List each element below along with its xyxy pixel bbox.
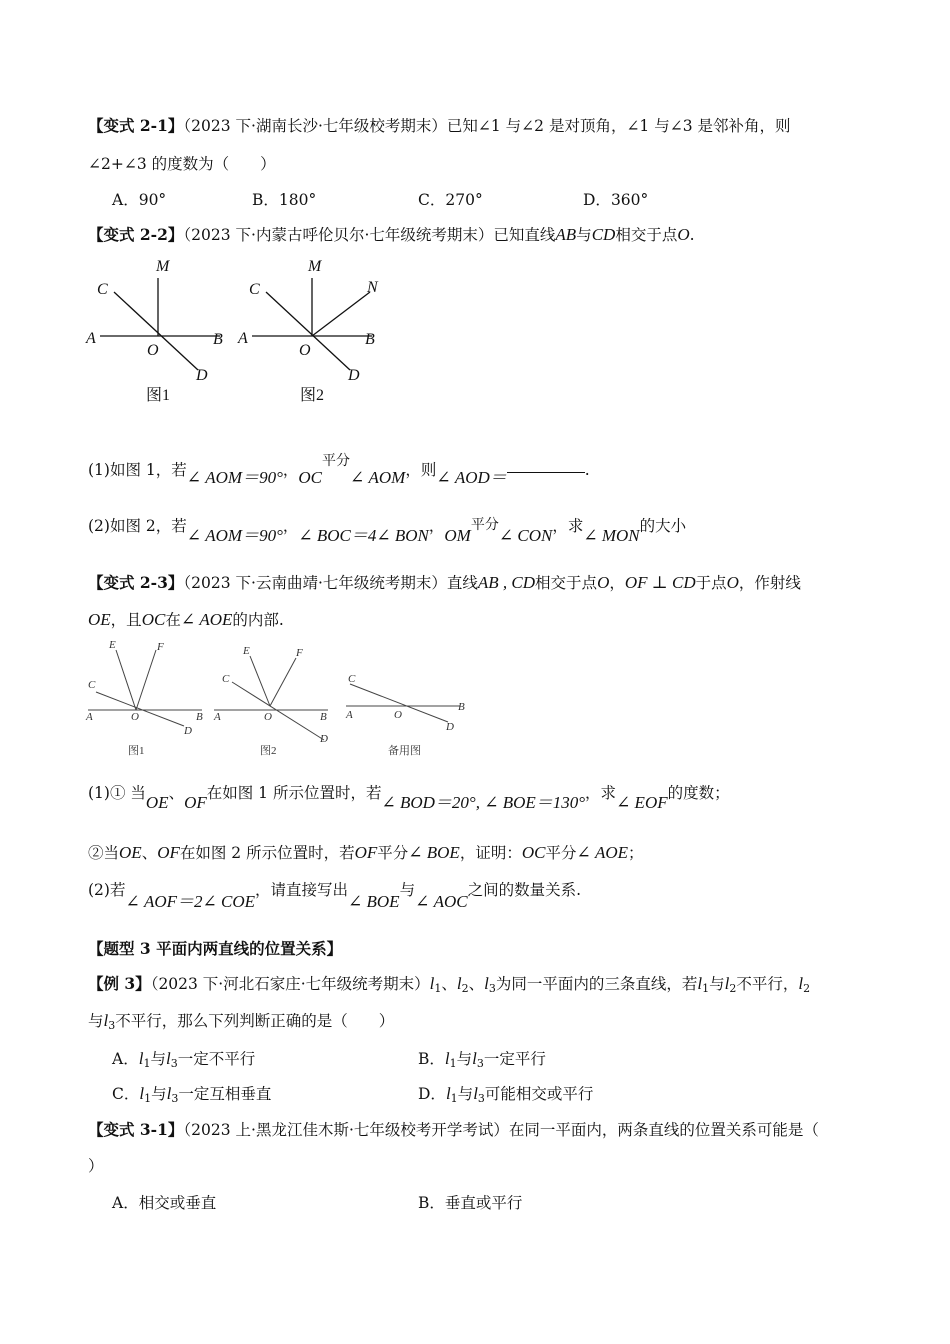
source: （2023 下·河北石家庄·七年级统考期末） <box>150 975 430 993</box>
fig3-label-b: B <box>458 701 465 713</box>
fig2-label-a: A <box>214 711 221 723</box>
fig1-label-o: O <box>131 711 139 723</box>
fig1-label-d: D <box>184 725 192 737</box>
variant-head: 【变式 2-2】 <box>88 225 184 244</box>
fig2-label-e: E <box>243 645 250 657</box>
variant-2-3-figures <box>80 636 480 760</box>
fig1-label-m: M <box>156 258 170 275</box>
fig1-label-e: E <box>109 639 116 651</box>
option-d: D．360° <box>583 191 649 209</box>
fig2-label-n: N <box>367 279 378 296</box>
option-d: D．$l_1$与$l_3$可能相交或平行 <box>418 1084 594 1105</box>
fig2-label-o: O <box>264 711 272 723</box>
option-a: A．90° <box>112 191 167 209</box>
fig1-label-c: C <box>97 281 108 298</box>
variant-2-2-q1: (1)如图 1，若∠ AOM＝90°，OC平分∠ AOM，则∠ AOD＝ . <box>88 453 590 487</box>
variant-2-1-stem <box>88 115 791 137</box>
fig2-ray-of <box>270 658 296 706</box>
fig2-caption: 图2 <box>300 387 325 404</box>
fig2-label-a: A <box>238 330 248 347</box>
source: （2023 下·湖南长沙·七年级校考期末） <box>183 117 447 135</box>
fig1-label-d: D <box>196 367 208 384</box>
fig3-caption: 备用图 <box>388 745 421 757</box>
variant-3-1-stem-line2: ） <box>88 1157 104 1175</box>
fig1-label-a: A <box>86 711 93 723</box>
fig1-label-o: O <box>147 342 159 359</box>
fig2-label-o: O <box>299 342 311 359</box>
fig2-label-m: M <box>308 258 322 275</box>
option-a: A．$l_1$与$l_3$一定不平行 <box>112 1049 256 1070</box>
fig2-ray-on <box>312 292 370 336</box>
fig2-label-d: D <box>320 733 328 745</box>
fig2-ray-oe <box>250 656 270 706</box>
fig1-caption: 图1 <box>128 745 145 757</box>
fig2-label-d: D <box>348 367 360 384</box>
fig3-label-c: C <box>348 673 356 685</box>
option-c: C．270° <box>418 191 483 209</box>
variant-2-3-stem-line2: OE，且OC在∠ AOE的内部. <box>88 610 284 629</box>
variant-2-3-q1b: ②当OE、OF在如图 2 所示位置时，若OF平分∠ BOE，证明：OC平分∠ AOE； <box>88 843 644 862</box>
stem-text: 已知∠1 与∠2 是对顶角，∠1 与∠3 是邻补角，则 <box>446 117 791 135</box>
fig2-caption: 图2 <box>260 745 277 757</box>
fig2-label-f: F <box>296 647 303 659</box>
fig3-label-o: O <box>394 709 402 721</box>
variant-head: 【变式 3-1】 <box>88 1120 184 1139</box>
source: （2023 上·黑龙江佳木斯·七年级校考开学考试） <box>183 1121 509 1139</box>
source: （2023 下·内蒙古呼伦贝尔·七年级统考期末） <box>183 226 494 244</box>
variant-2-3-q2: (2)若∠ AOF＝2∠ COE，请直接写出∠ BOE与∠ AOC之间的数量关系. <box>88 881 582 911</box>
fig1-caption: 图1 <box>146 387 171 404</box>
fig3-label-a: A <box>346 709 353 721</box>
example-3-stem-line2: 与$l_3$不平行，那么下列判断正确的是（ ） <box>88 1011 395 1032</box>
fig1-label-f: F <box>157 641 164 653</box>
section-heading: 【题型 3 平面内两直线的位置关系】 <box>88 939 343 958</box>
option-b: B．垂直或平行 <box>418 1194 523 1212</box>
example-3-stem: 【例 3】（2023 下·河北石家庄·七年级统考期末）$l_1$、$l_2$、$l_3$为同一平面内的三条直线，若$l_1$与$l_2$不平行，$l_2$ <box>88 974 811 995</box>
variant-head: 【变式 2-3】 <box>88 573 184 592</box>
fig3-label-d: D <box>446 721 454 733</box>
variant-3-1-stem: 【变式 3-1】（2023 上·黑龙江佳木斯·七年级校考开学考试）在同一平面内，两条直线的位置关系可能是（ <box>88 1120 819 1139</box>
answer-blank <box>507 458 585 473</box>
fig2-label-b: B <box>365 331 375 348</box>
variant-2-2-q2: (2)如图 2，若∠ AOM＝90°，∠ BOC＝4∠ BON，OM平分∠ CON，求∠ MON的大小 <box>88 517 687 545</box>
fig1-label-b: B <box>196 711 203 723</box>
option-b: B．180° <box>252 191 317 209</box>
fig1-label-b: B <box>213 331 223 348</box>
fig1-label-a: A <box>86 330 96 347</box>
fig2-label-b: B <box>320 711 327 723</box>
variant-2-2-figures <box>80 250 400 410</box>
variant-2-3-q1a: (1)① 当OE、OF在如图 1 所示位置时，若∠ BOD＝20°, ∠ BOE＝130°，求∠ EOF的度数； <box>88 784 730 812</box>
variant-2-1-stem-line2: ∠2+∠3 的度数为（ ） <box>88 155 276 173</box>
fig1-label-c: C <box>88 679 96 691</box>
option-b: B．$l_1$与$l_3$一定平行 <box>418 1049 546 1070</box>
variant-head: 【变式 2-1】 <box>88 116 184 135</box>
variant-head: 【例 3】 <box>88 974 151 993</box>
option-c: C．$l_1$与$l_3$一定互相垂直 <box>112 1084 272 1105</box>
variant-2-3-stem: 【变式 2-3】（2023 下·云南曲靖·七年级统考期末）直线AB , CD相交于点O，OF ⊥ CD于点O，作射线 <box>88 573 801 592</box>
variant-2-2-stem: 【变式 2-2】（2023 下·内蒙古呼伦贝尔·七年级统考期末）已知直线AB与CD相交于点O. <box>88 225 695 244</box>
fig2-label-c: C <box>222 673 230 685</box>
option-a: A．相交或垂直 <box>112 1194 217 1212</box>
fig2-label-c: C <box>249 281 260 298</box>
source: （2023 下·云南曲靖·七年级统考期末） <box>183 574 447 592</box>
fig1-ray-of <box>136 650 156 710</box>
